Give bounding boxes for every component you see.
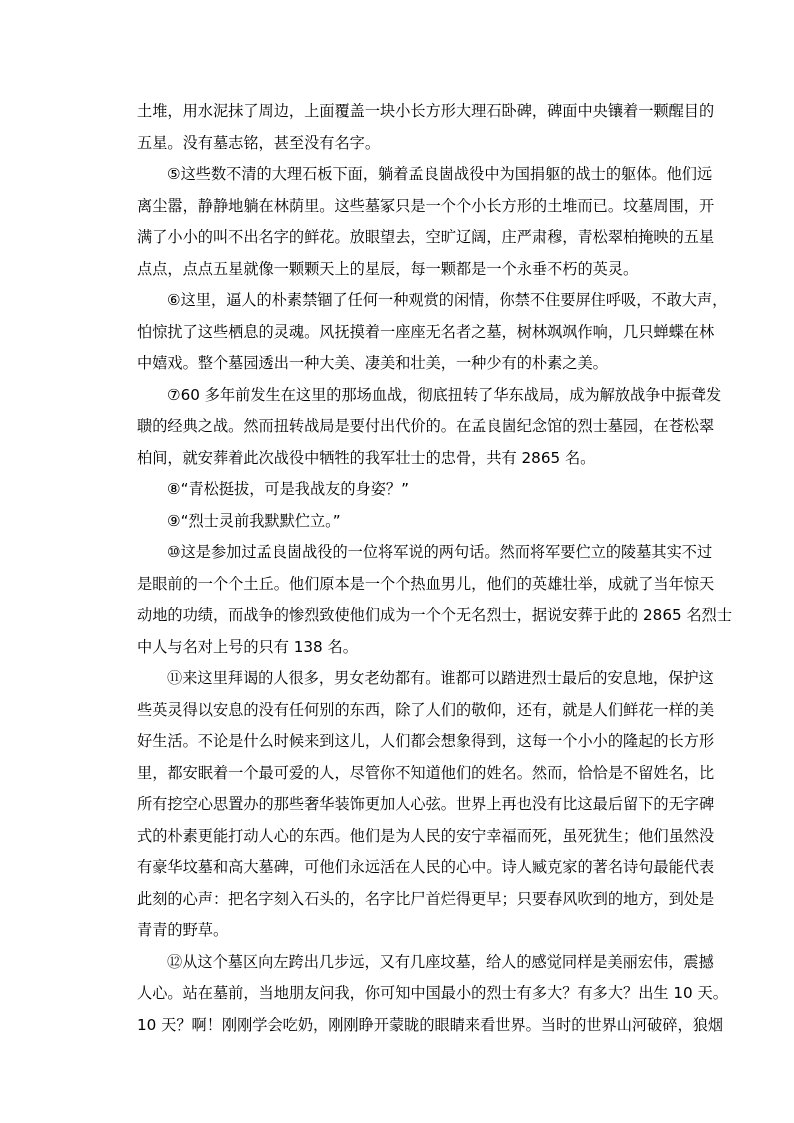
text-line: 式的朴素更能打动人心的东西。他们是为人民的安宁幸福而死，虽死犹生；他们虽然没 — [137, 826, 715, 845]
text-line: 柏间，就安葬着此次战役中牺牲的我军壮士的忠骨，共有 2865 名。 — [137, 448, 596, 467]
text-line: 怕惊扰了这些栖息的灵魂。风抚摸着一座座无名者之墓，树林飒飒作响，几只蝉蝶在林 — [137, 322, 715, 341]
text-line: 所有挖空心思置办的那些奢华装饰更加人心弦。世界上再也没有比这最后留下的无字碑 — [137, 795, 715, 813]
text-line: 里，都安眠着一个最可爱的人，尽管你不知道他们的姓名。然而，恰恰是不留姓名，比 — [137, 763, 715, 782]
text-line: 10 天？啊！刚刚学会吃奶，刚刚睁开蒙眬的眼睛来看世界。当时的世界山河破碎，狼烟 — [137, 1015, 724, 1034]
text-line: 土堆，用水泥抹了周边，上面覆盖一块小长方形大理石卧碑，碑面中央镶着一颗醒目的 — [137, 102, 715, 120]
text-line: 中嬉戏。整个墓园透出一种大美、凄美和壮美，一种少有的朴素之美。 — [137, 354, 608, 372]
paragraph-7-start: ⑦60 多年前发生在这里的那场血战，彻底扭转了华东战局，成为解放战争中振聋发 — [167, 385, 722, 404]
text-line: 动地的功绩，而战争的惨烈致使他们成为一个个无名烈士，据说安葬于此的 2865 名烈士 — [137, 606, 733, 624]
text-line: 有豪华坟墓和高大墓碑，可他们永远活在人民的心中。诗人臧克家的著名诗句最能代表 — [137, 858, 715, 876]
paragraph-9: ⑨“烈士灵前我默默伫立。” — [167, 511, 341, 530]
text-line: 聩的经典之战。然而扭转战局是要付出代价的。在孟良崮纪念馆的烈士墓园，在苍松翠 — [137, 417, 715, 435]
text-line: 好生活。不论是什么时候来到这儿，人们都会想象得到，这每一个小小的隆起的长方形 — [137, 732, 715, 750]
text-line: 中人与名对上号的只有 138 名。 — [137, 637, 358, 656]
text-line: 些英灵得以安息的没有任何别的东西，除了人们的敬仰，还有，就是人们鲜花一样的美 — [137, 700, 715, 719]
text-line: 是眼前的一个个土丘。他们原本是一个个热血男儿，他们的英雄壮举，成就了当年惊天 — [137, 574, 715, 593]
paragraph-5-start: ⑤这些数不清的大理石板下面，躺着孟良崮战役中为国捐躯的战士的躯体。他们远 — [167, 165, 713, 183]
paragraph-8: ⑧“青松挺拔，可是我战友的身姿？” — [167, 480, 409, 498]
text-line: 离尘嚣，静静地躺在林荫里。这些墓冢只是一个个小长方形的土堆而已。坟墓周围，开 — [137, 196, 715, 215]
text-line: 五星。没有墓志铭，甚至没有名字。 — [137, 133, 380, 152]
text-line: 此刻的心声：把名字刻入石头的，名字比尸首烂得更早；只要春风吹到的地方，到处是 — [137, 889, 715, 908]
text-line: 人心。站在墓前，当地朋友问我，你可知中国最小的烈士有多大？有多大？出生 10 天。 — [137, 984, 728, 1002]
paragraph-6-start: ⑥这里，逼人的朴素禁锢了任何一种观赏的闲情，你禁不住要屏住呼吸，不敢大声， — [167, 291, 728, 309]
essay-text — [137, 96, 733, 1041]
paragraph-10-start: ⑩这是参加过孟良崮战役的一位将军说的两句话。然而将军要伫立的陵墓其实不过 — [167, 543, 713, 561]
paragraph-11-start: ⑪来这里拜谒的人很多，男女老幼都有。谁都可以踏进烈士最后的安息地，保护这 — [167, 669, 714, 687]
text-line: 点点，点点五星就像一颗颗天上的星辰，每一颗都是一个永垂不朽的英灵。 — [137, 259, 639, 278]
text-line: 青青的野草。 — [137, 921, 229, 939]
paragraph-12-start: ⑫从这个墓区向左跨出几步远，又有几座坟墓，给人的感觉同样是美丽宏伟，震撼 — [167, 952, 714, 971]
text-line: 满了小小的叫不出名字的鲜花。放眼望去，空旷辽阔，庄严肃穆，青松翠柏掩映的五星 — [137, 228, 715, 246]
